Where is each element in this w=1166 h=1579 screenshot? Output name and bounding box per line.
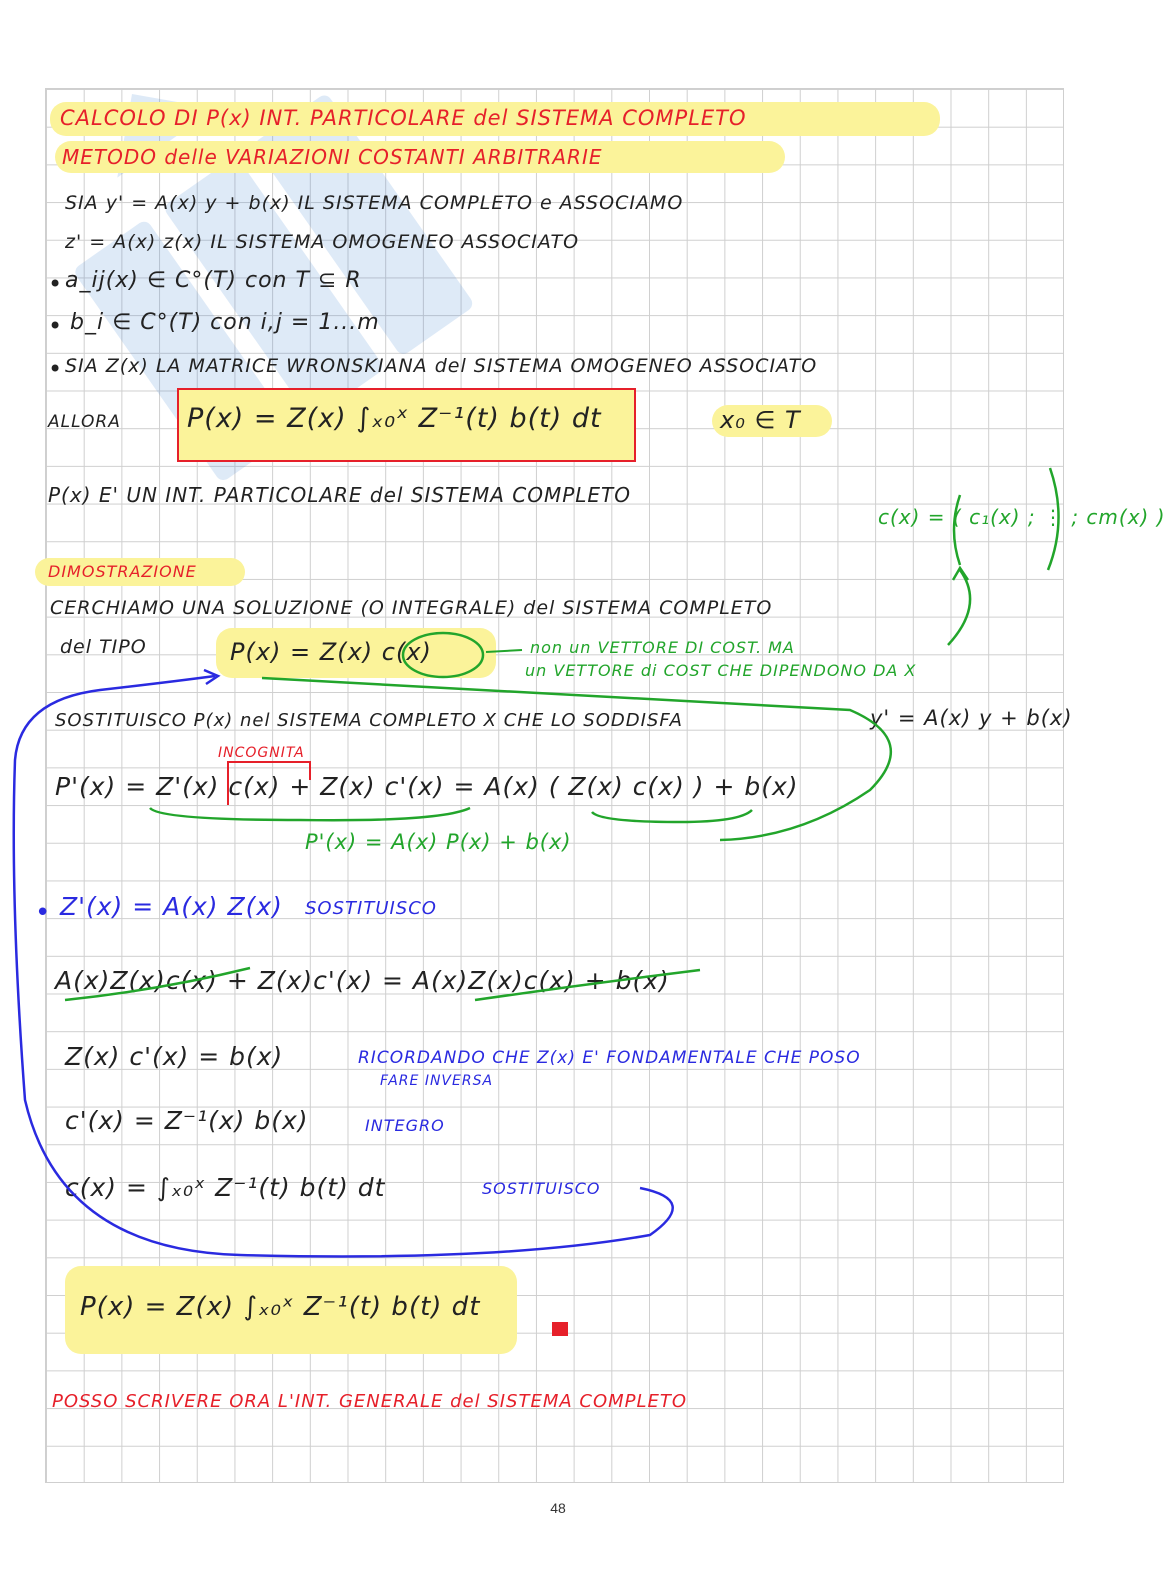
equation-3-note-1: RICORDANDO CHE Z(x) E' FONDAMENTALE CHE POSO xyxy=(358,1048,861,1068)
hypothesis-4: b_i ∈ C°(T) con i,j = 1...m xyxy=(70,310,380,335)
incognita-label: INCOGNITA xyxy=(218,745,305,761)
note-arrow xyxy=(486,650,522,652)
equation-4: c'(x) = Z⁻¹(x) b(x) xyxy=(65,1106,309,1135)
equation-2: A(x)Z(x)c(x) + Z(x)c'(x) = A(x)Z(x)c(x) + b(x) xyxy=(55,966,670,995)
result-formula: P(x) = Z(x) ∫ₓ₀ˣ Z⁻¹(t) b(t) dt xyxy=(80,1292,481,1322)
vector-bracket-right xyxy=(1048,468,1059,570)
side-vector: c(x) = ( c₁(x) ; ⋮ ; cm(x) ) xyxy=(878,505,1166,529)
green-loop xyxy=(262,678,891,840)
strike-right xyxy=(475,970,700,1000)
bullet-dot-2: • xyxy=(48,312,64,340)
equation-3: Z(x) c'(x) = b(x) xyxy=(65,1042,284,1071)
page-number: 48 xyxy=(550,1500,566,1516)
closing-note: POSSO SCRIVERE ORA L'INT. GENERALE del SISTEMA COMPLETO xyxy=(52,1391,688,1412)
underbrace-right xyxy=(592,810,752,822)
strike-left xyxy=(65,968,250,1000)
bullet-dot-blue: • xyxy=(35,898,52,928)
proof-line-3: SOSTITUISCO P(x) nel SISTEMA COMPLETO X CHE LO SODDISFA xyxy=(55,710,683,731)
proof-title: DIMOSTRAZIONE xyxy=(48,562,197,581)
proof-line-3-equation: y' = A(x) y + b(x) xyxy=(870,706,1073,730)
header-title: CALCOLO DI P(x) INT. PARTICOLARE del SISTEMA COMPLETO xyxy=(60,106,747,130)
header-subtitle: METODO delle VARIAZIONI COSTANTI ARBITRARIE xyxy=(62,145,603,169)
underbrace-left xyxy=(150,808,470,820)
statement: P(x) E' UN INT. PARTICOLARE del SISTEMA COMPLETO xyxy=(48,483,632,507)
proof-line-1: CERCHIAMO UNA SOLUZIONE (O INTEGRALE) del SISTEMA COMPLETO xyxy=(50,597,773,619)
cx-circle xyxy=(403,633,483,677)
equation-5-note: SOSTITUISCO xyxy=(482,1179,601,1198)
hypothesis-1: SIA y' = A(x) y + b(x) IL SISTEMA COMPLETO e ASSOCIAMO xyxy=(65,192,684,214)
hypothesis-2: z' = A(x) z(x) IL SISTEMA OMOGENEO ASSOCIATO xyxy=(65,231,580,253)
vector-arrow xyxy=(948,570,970,645)
hypothesis-3: a_ij(x) ∈ C°(T) con T ⊆ R xyxy=(65,268,362,293)
vector-bracket-left xyxy=(954,495,960,565)
equation-4-note: INTEGRO xyxy=(365,1116,445,1135)
equation-1-underline: P'(x) = A(x) P(x) + b(x) xyxy=(305,830,572,854)
proof-formula: P(x) = Z(x) c(x) xyxy=(230,638,432,666)
main-condition: x₀ ∈ T xyxy=(720,406,801,434)
blue-loop xyxy=(14,676,673,1256)
hypothesis-5: SIA Z(x) LA MATRICE WRONSKIANA del SISTEMA OMOGENEO ASSOCIATO xyxy=(65,355,818,377)
bullet-equation: Z'(x) = A(x) Z(x) xyxy=(60,892,283,921)
equation-5: c(x) = ∫ₓ₀ˣ Z⁻¹(t) b(t) dt xyxy=(65,1173,386,1202)
vector-arrow-head xyxy=(953,568,968,580)
allora-label: ALLORA xyxy=(48,412,121,432)
proof-line-2: del TIPO xyxy=(60,636,147,658)
bullet-dot-1: • xyxy=(48,270,64,298)
bullet-dot-3: • xyxy=(48,355,64,383)
bullet-note: SOSTITUISCO xyxy=(305,898,437,919)
incognita-bracket xyxy=(228,762,310,805)
main-formula: P(x) = Z(x) ∫ₓ₀ˣ Z⁻¹(t) b(t) dt xyxy=(187,403,602,434)
equation-3-note-2: FARE INVERSA xyxy=(380,1073,494,1089)
note-line-1: non un VETTORE DI COST. MA xyxy=(530,638,795,657)
note-line-2: un VETTORE di COST CHE DIPENDONO DA X xyxy=(525,661,917,680)
equation-1: P'(x) = Z'(x) c(x) + Z(x) c'(x) = A(x) ( Z(x) c(x) ) + b(x) xyxy=(55,772,799,801)
